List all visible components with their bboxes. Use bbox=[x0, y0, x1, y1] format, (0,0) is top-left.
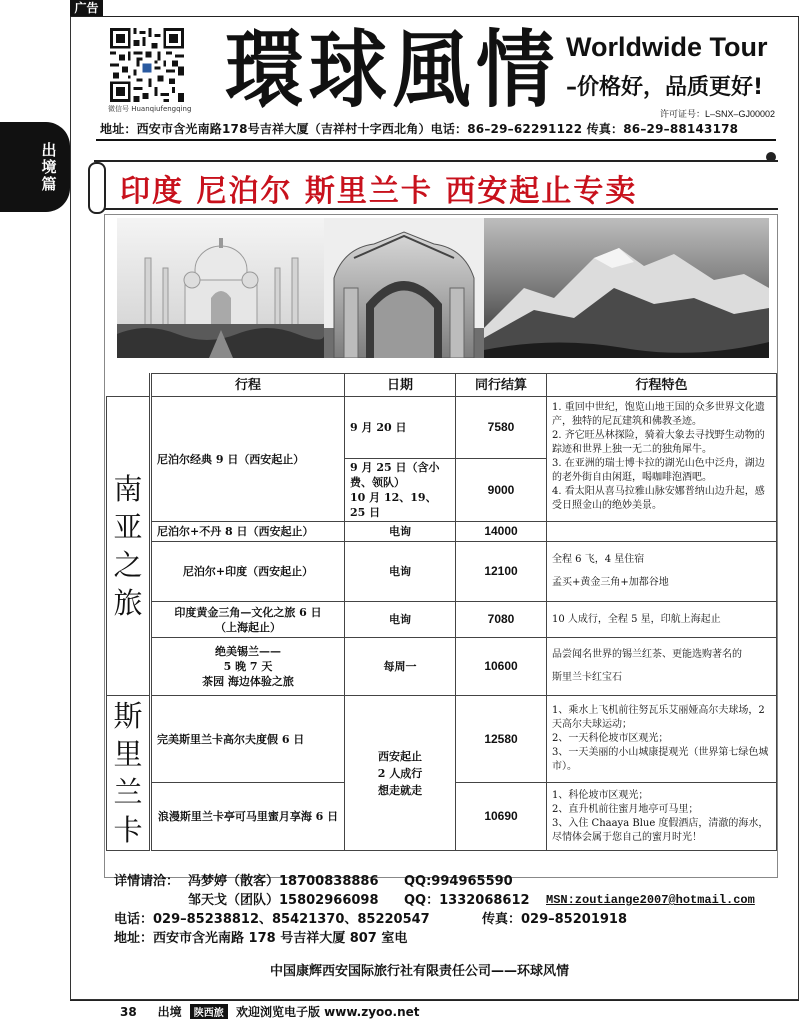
footer-welcome[interactable]: 欢迎浏览电子版 www.zyoo.net bbox=[235, 1005, 420, 1019]
price-cell: 10600 bbox=[456, 638, 547, 696]
table-row bbox=[107, 696, 777, 783]
contact-person-2: 邹天戈（团队）15802966098 bbox=[188, 893, 379, 908]
features-cell: 品尝闻名世界的锡兰红茶、更能选购著名的 斯里兰卡红宝石 bbox=[547, 638, 777, 696]
footer-logo: 陕西旅 bbox=[190, 1004, 228, 1019]
header-divider bbox=[96, 139, 776, 141]
table-header-row bbox=[107, 374, 777, 397]
itinerary-table bbox=[106, 373, 777, 851]
route-cell: 印度黄金三角—文化之旅 6 日 （上海起止） bbox=[151, 602, 345, 638]
table-row bbox=[107, 522, 777, 542]
qr-code-icon bbox=[110, 28, 184, 102]
brand-name-en: Worldwide Tour bbox=[566, 32, 768, 62]
route-cell: 尼泊尔+不丹 8 日（西安起止） bbox=[151, 522, 345, 542]
contact-fax: 传真：029–85201918 bbox=[482, 912, 627, 927]
price-cell: 7080 bbox=[456, 602, 547, 638]
footer-section: 出境 bbox=[157, 1005, 182, 1019]
table-row bbox=[107, 542, 777, 602]
side-tab-label: 出境篇 bbox=[41, 141, 57, 193]
price-cell: 12580 bbox=[456, 696, 547, 783]
page-number: 38 bbox=[120, 1005, 137, 1019]
region-south-asia: 南亚之旅 bbox=[107, 397, 151, 696]
header-address: 地址：西安市含光南路178号吉祥大厦（吉祥村十字西北角）电话：86–29–62291122 传真：86–29–88143178 bbox=[100, 122, 739, 136]
qr-caption: 微信号 Huanqiufengqing bbox=[108, 105, 192, 113]
table-row bbox=[107, 638, 777, 696]
date-cell: 电询 bbox=[345, 542, 456, 602]
ad-tag: 广告 bbox=[70, 0, 103, 17]
features-cell: 1. 重回中世纪，饱览山地王国的众多世界文化遗产，独特的尼瓦建筑和佛教圣迹。 2. 齐它旺丛林探险，骑着大象去寻找野生动物的踪迹和世界上独一无二的独角犀牛。 3. 在亚洲的瑞士博卡拉的湖光山色中泛舟，湖边的老外街自由闲逛，喝咖啡泡酒吧。 4. 看太阳从喜马拉雅山脉安娜普纳山边升起，感受日照金山的绝妙美景。 bbox=[547, 397, 777, 522]
route-cell: 绝美锡兰—— 5 晚 7 天 茶园 海边体验之旅 bbox=[151, 638, 345, 696]
contact-address: 地址：西安市含光南路 178 号吉祥大厦 807 室电 bbox=[114, 931, 408, 946]
date-cell: 9 月 25 日（含小费、领队） 10 月 12、19、25 日 bbox=[345, 459, 456, 522]
scroll-end-left bbox=[88, 162, 106, 214]
scroll-end-right bbox=[766, 152, 776, 162]
price-cell: 12100 bbox=[456, 542, 547, 602]
route-cell: 尼泊尔+印度（西安起止） bbox=[151, 542, 345, 602]
route-cell: 浪漫斯里兰卡亭可马里蜜月享海 6 日 bbox=[151, 783, 345, 851]
contact-qq-2: QQ：1332068612 bbox=[404, 893, 530, 908]
header-price: 同行结算 bbox=[456, 374, 547, 397]
features-cell: 全程 6 飞，4 星住宿 孟买+黄金三角+加都谷地 bbox=[547, 542, 777, 602]
date-cell: 电询 bbox=[345, 602, 456, 638]
photo-strip bbox=[117, 218, 769, 358]
features-cell: 1、乘水上飞机前往努瓦乐艾丽娅高尔夫球场，2 天高尔夫球运动； 2、一天科伦坡市区观光； 3、一天美丽的小山城康提观光（世界第七绿色城市）。 bbox=[547, 696, 777, 783]
footer-rule bbox=[70, 1000, 799, 1001]
header-features: 行程特色 bbox=[547, 374, 777, 397]
company-name: 中国康辉西安国际旅行社有限责任公司——环球风情 bbox=[270, 964, 570, 979]
section-side-tab bbox=[0, 122, 70, 212]
price-cell: 9000 bbox=[456, 459, 547, 522]
route-cell: 完美斯里兰卡高尔夫度假 6 日 bbox=[151, 696, 345, 783]
table-row bbox=[107, 602, 777, 638]
route-cell: 尼泊尔经典 9 日（西安起止） bbox=[151, 397, 345, 522]
features-cell: 1、科伦坡市区观光； 2、直升机前往蜜月地亭可马里； 3、入住 Chaaya Blue 度假酒店，清澈的海水，尽情体会属于您自己的蜜月时光！ bbox=[547, 783, 777, 851]
price-cell: 14000 bbox=[456, 522, 547, 542]
contact-label: 详情请洽： bbox=[114, 874, 180, 889]
taj-mahal-photo bbox=[117, 218, 324, 358]
contact-msn[interactable]: MSN:zoutiange2007@hotmail.com bbox=[546, 893, 755, 907]
date-cell: 西安起止 2 人成行 想走就走 bbox=[345, 696, 456, 851]
contact-person-1: 冯梦婷（散客）18700838886 bbox=[188, 874, 379, 889]
region-sri-lanka: 斯里兰卡 bbox=[107, 696, 151, 851]
page-footer bbox=[120, 1003, 419, 1020]
price-cell: 7580 bbox=[456, 397, 547, 459]
date-cell: 每周一 bbox=[345, 638, 456, 696]
temple-gate-photo bbox=[324, 218, 484, 358]
banner-title: 印度 尼泊尔 斯里兰卡 西安起止专卖 bbox=[120, 174, 638, 209]
header-date: 日期 bbox=[345, 374, 456, 397]
contact-qq-1: QQ:994965590 bbox=[404, 874, 513, 889]
contact-phone: 电话：029–85238812、85421370、85220547 bbox=[114, 912, 430, 927]
date-cell: 9 月 20 日 bbox=[345, 397, 456, 459]
brand-slogan: –价格好，品质更好! bbox=[566, 75, 764, 100]
features-cell bbox=[547, 522, 777, 542]
header-route: 行程 bbox=[151, 374, 345, 397]
price-cell: 10690 bbox=[456, 783, 547, 851]
license-number: 许可证号：L–SNX–GJ00002 bbox=[660, 109, 776, 119]
date-cell: 电询 bbox=[345, 522, 456, 542]
features-cell: 10 人成行，全程 5 星，印航上海起止 bbox=[547, 602, 777, 638]
himalaya-mountain-photo bbox=[484, 218, 769, 358]
table-row bbox=[107, 397, 777, 459]
brand-name-cn: 環球風情 bbox=[225, 21, 560, 119]
